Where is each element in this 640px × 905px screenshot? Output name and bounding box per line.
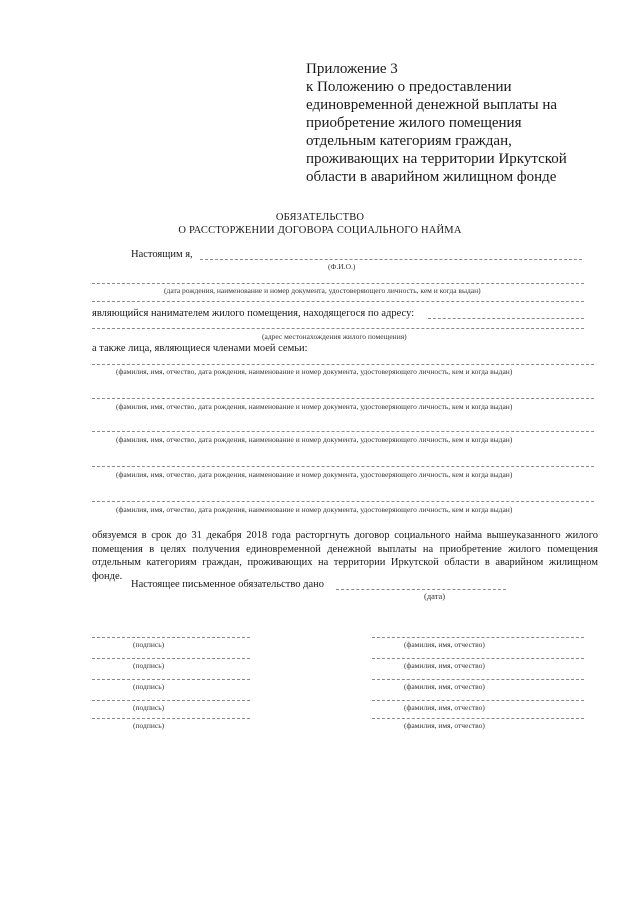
family-caption: (фамилия, имя, отчество, дата рождения, наименование и номер документа, удостоверяющего личность, кем и когда выдан) — [116, 505, 513, 514]
appendix-line: приобретение жилого помещения — [306, 115, 522, 131]
name-line[interactable] — [372, 700, 584, 701]
name-line[interactable] — [372, 637, 584, 638]
name-line[interactable] — [372, 679, 584, 680]
family-caption: (фамилия, имя, отчество, дата рождения, наименование и номер документа, удостоверяющего личность, кем и когда выдан) — [116, 402, 513, 411]
name-caption: (фамилия, имя, отчество) — [404, 640, 485, 649]
family-caption: (фамилия, имя, отчество, дата рождения, наименование и номер документа, удостоверяющего личность, кем и когда выдан) — [116, 367, 513, 376]
date-field-line[interactable] — [336, 589, 506, 590]
family-member-line[interactable] — [92, 364, 594, 365]
document-subtitle: О РАССТОРЖЕНИИ ДОГОВОРА СОЦИАЛЬНОГО НАЙМА — [178, 225, 462, 236]
address-field-line[interactable] — [428, 318, 584, 319]
appendix-line: Приложение 3 — [306, 61, 398, 77]
name-line[interactable] — [372, 718, 584, 719]
family-member-line[interactable] — [92, 466, 594, 467]
appendix-line: отдельным категориям граждан, — [306, 133, 512, 149]
address-field-line-2[interactable] — [92, 328, 584, 329]
signature-line[interactable] — [92, 637, 250, 638]
name-caption: (фамилия, имя, отчество) — [404, 703, 485, 712]
fio-field-line[interactable] — [200, 259, 582, 260]
document-field-line-2[interactable] — [92, 301, 584, 302]
name-caption: (фамилия, имя, отчество) — [404, 661, 485, 670]
signature-caption: (подпись) — [133, 721, 165, 730]
signature-caption: (подпись) — [133, 682, 165, 691]
appendix-line: единовременной денежной выплаты на — [306, 97, 558, 113]
appendix-line: проживающих на территории Иркутской — [306, 151, 567, 167]
signature-caption: (подпись) — [133, 703, 165, 712]
signature-caption: (подпись) — [133, 640, 165, 649]
address-caption: (адрес местонахождения жилого помещения) — [262, 332, 407, 341]
signature-line[interactable] — [92, 700, 250, 701]
document-field-line[interactable] — [92, 283, 584, 284]
name-caption: (фамилия, имя, отчество) — [404, 721, 485, 730]
appendix-block — [306, 60, 606, 186]
appendix-line: к Положению о предоставлении — [306, 79, 512, 95]
name-line[interactable] — [372, 658, 584, 659]
commitment-paragraph: обязуемся в срок до 31 декабря 2018 года расторгнуть договор социального найма вышеуказанного жилого помещения в целях получения единовременной денежной выплаты на приобретение жилого помещения отдельным категориям граждан, проживающих на территории Иркутской области в аварийном жилищном фонде. — [92, 530, 598, 582]
document-title: ОБЯЗАТЕЛЬСТВО — [275, 212, 365, 223]
intro-text: Настоящим я, — [131, 249, 193, 260]
family-caption: (фамилия, имя, отчество, дата рождения, наименование и номер документа, удостоверяющего личность, кем и когда выдан) — [116, 435, 513, 444]
family-caption: (фамилия, имя, отчество, дата рождения, наименование и номер документа, удостоверяющего личность, кем и когда выдан) — [116, 470, 513, 479]
signature-caption: (подпись) — [133, 661, 165, 670]
signature-line[interactable] — [92, 658, 250, 659]
signature-line[interactable] — [92, 679, 250, 680]
name-caption: (фамилия, имя, отчество) — [404, 682, 485, 691]
tenant-text: являющийся нанимателем жилого помещения, находящегося по адресу: — [92, 308, 415, 319]
document-caption: (дата рождения, наименование и номер документа, удостоверяющего личность, кем и когда выдан) — [164, 286, 481, 295]
family-member-line[interactable] — [92, 398, 594, 399]
fio-caption: (Ф.И.О.) — [328, 262, 356, 271]
family-text: а также лица, являющиеся членами моей семьи: — [92, 343, 308, 354]
family-member-line[interactable] — [92, 501, 594, 502]
signature-line[interactable] — [92, 718, 250, 719]
date-caption: (дата) — [424, 591, 446, 601]
given-text: Настоящее письменное обязательство дано — [131, 579, 325, 590]
appendix-line: области в аварийном жилищном фонде — [306, 169, 557, 185]
family-member-line[interactable] — [92, 431, 594, 432]
